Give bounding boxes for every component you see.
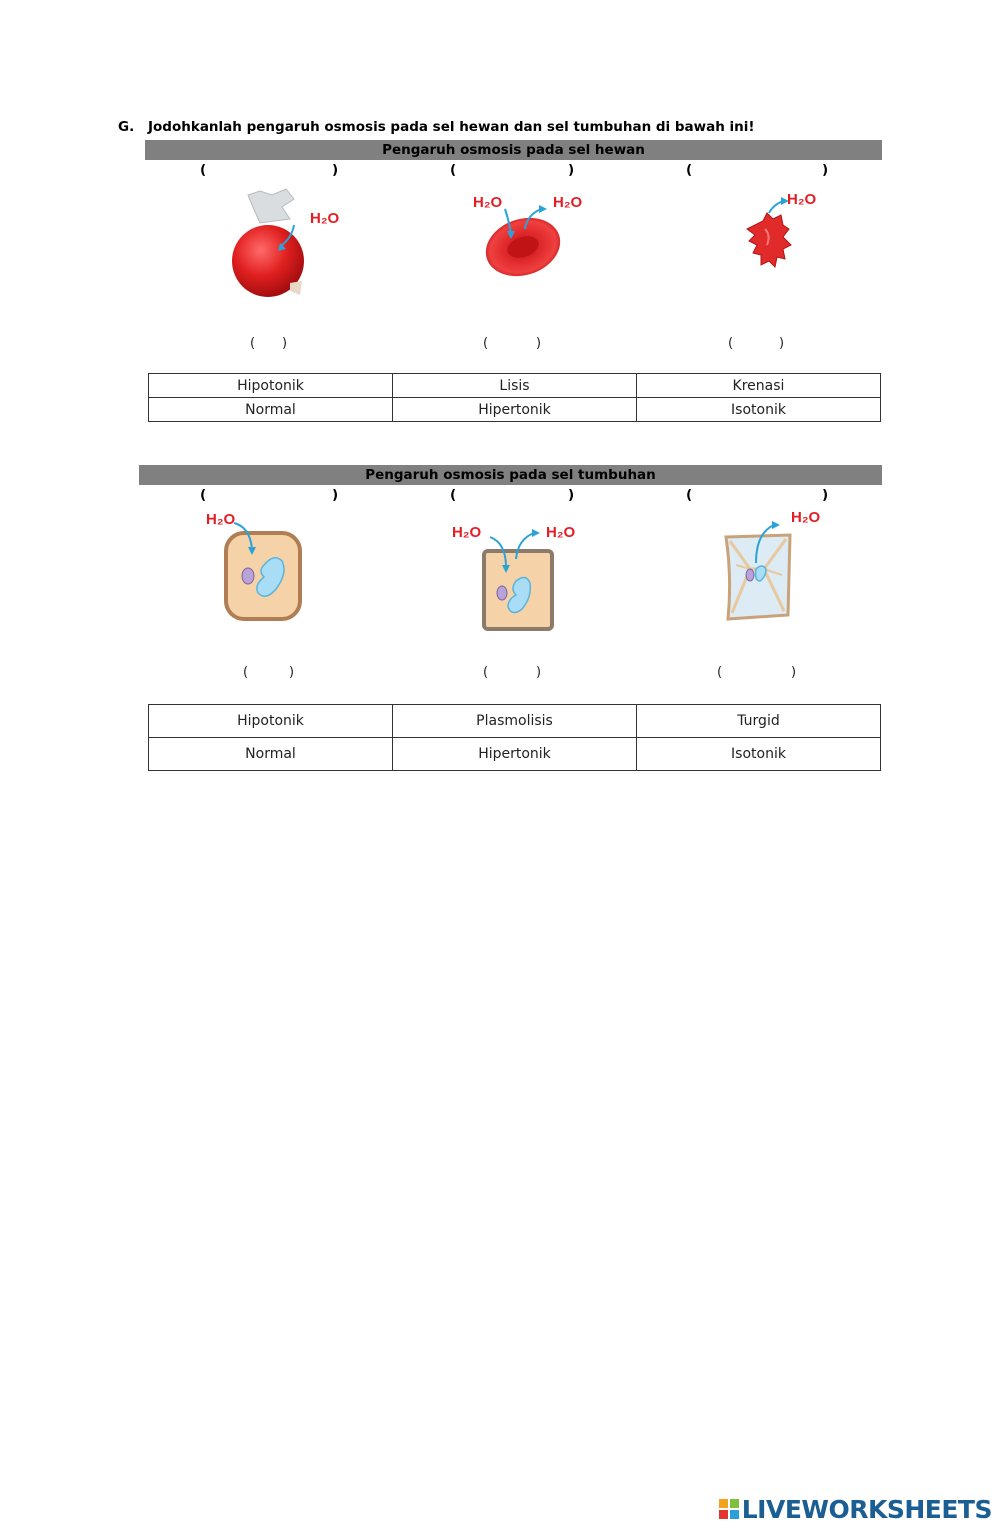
logo-blocks-icon: [719, 1499, 739, 1519]
animal-answer-3-close: ): [822, 162, 829, 178]
option-cell[interactable]: Hipertonik: [393, 738, 637, 771]
animal-small-answer-3-open: (: [728, 336, 734, 351]
animal-small-answer-2-open: (: [483, 336, 489, 351]
animal-small-answer-3-close: ): [779, 336, 785, 351]
plant-options-table: [148, 704, 881, 771]
option-cell[interactable]: Hipertonik: [393, 398, 637, 422]
animal-cell-crenation-image: [725, 185, 835, 295]
animal-cell-2-water-label-in: H₂O: [473, 194, 503, 211]
plant-small-answer-1-close: ): [289, 665, 295, 680]
question-text: Jodohkanlah pengaruh osmosis pada sel hewan dan sel tumbuhan di bawah ini!: [148, 119, 755, 135]
option-cell[interactable]: Krenasi: [637, 374, 881, 398]
question-number: G.: [118, 119, 135, 135]
plant-cell-normal-image: [450, 517, 590, 642]
animal-answer-2-open: (: [450, 162, 457, 178]
animal-answer-3-open: (: [686, 162, 693, 178]
table-row: [149, 374, 881, 398]
plant-cell-turgid-image: [200, 505, 320, 630]
plant-cell-1-water-label: H₂O: [206, 511, 236, 528]
plant-cell-plasmolysis-image: [712, 505, 842, 630]
animal-cell-3-water-label: H₂O: [787, 191, 817, 208]
option-cell[interactable]: Hipotonik: [149, 374, 393, 398]
option-cell[interactable]: Isotonik: [637, 398, 881, 422]
plant-small-answer-1-open: (: [243, 665, 249, 680]
plant-small-answer-3-close: ): [791, 665, 797, 680]
brand-name: LIVEWORKSHEETS: [741, 1494, 992, 1524]
plant-answer-1-close: ): [332, 487, 339, 503]
plant-cell-3-water-label: H₂O: [791, 509, 821, 526]
plant-answer-3-open: (: [686, 487, 693, 503]
option-cell[interactable]: Plasmolisis: [393, 705, 637, 738]
plant-answer-3-close: ): [822, 487, 829, 503]
plant-answer-2-close: ): [568, 487, 575, 503]
animal-small-answer-1-open: (: [250, 336, 256, 351]
option-cell[interactable]: Normal: [149, 398, 393, 422]
table-row: [149, 705, 881, 738]
plant-small-answer-3-open: (: [717, 665, 723, 680]
animal-cell-lysis-image: [220, 185, 360, 305]
plant-answer-1-open: (: [200, 487, 207, 503]
animal-answer-1-close: ): [332, 162, 339, 178]
table-row: [149, 398, 881, 422]
option-cell[interactable]: Lisis: [393, 374, 637, 398]
animal-small-answer-2-close: ): [536, 336, 542, 351]
plant-cell-2-water-label-out: H₂O: [546, 524, 576, 541]
plant-small-answer-2-open: (: [483, 665, 489, 680]
plant-answer-2-open: (: [450, 487, 457, 503]
option-cell[interactable]: Normal: [149, 738, 393, 771]
animal-section-header: Pengaruh osmosis pada sel hewan: [145, 140, 882, 160]
option-cell[interactable]: Hipotonik: [149, 705, 393, 738]
animal-cell-1-water-label: H₂O: [310, 210, 340, 227]
animal-cell-2-water-label-out: H₂O: [553, 194, 583, 211]
plant-section-header: Pengaruh osmosis pada sel tumbuhan: [139, 465, 882, 485]
animal-answer-2-close: ): [568, 162, 575, 178]
option-cell[interactable]: Isotonik: [637, 738, 881, 771]
animal-small-answer-1-close: ): [282, 336, 288, 351]
animal-answer-1-open: (: [200, 162, 207, 178]
question-title: [118, 119, 755, 135]
table-row: [149, 738, 881, 771]
liveworksheets-logo[interactable]: [719, 1494, 992, 1524]
option-cell[interactable]: Turgid: [637, 705, 881, 738]
animal-cell-normal-image: [465, 185, 605, 285]
animal-options-table: [148, 373, 881, 422]
plant-cell-2-water-label-in: H₂O: [452, 524, 482, 541]
plant-small-answer-2-close: ): [536, 665, 542, 680]
